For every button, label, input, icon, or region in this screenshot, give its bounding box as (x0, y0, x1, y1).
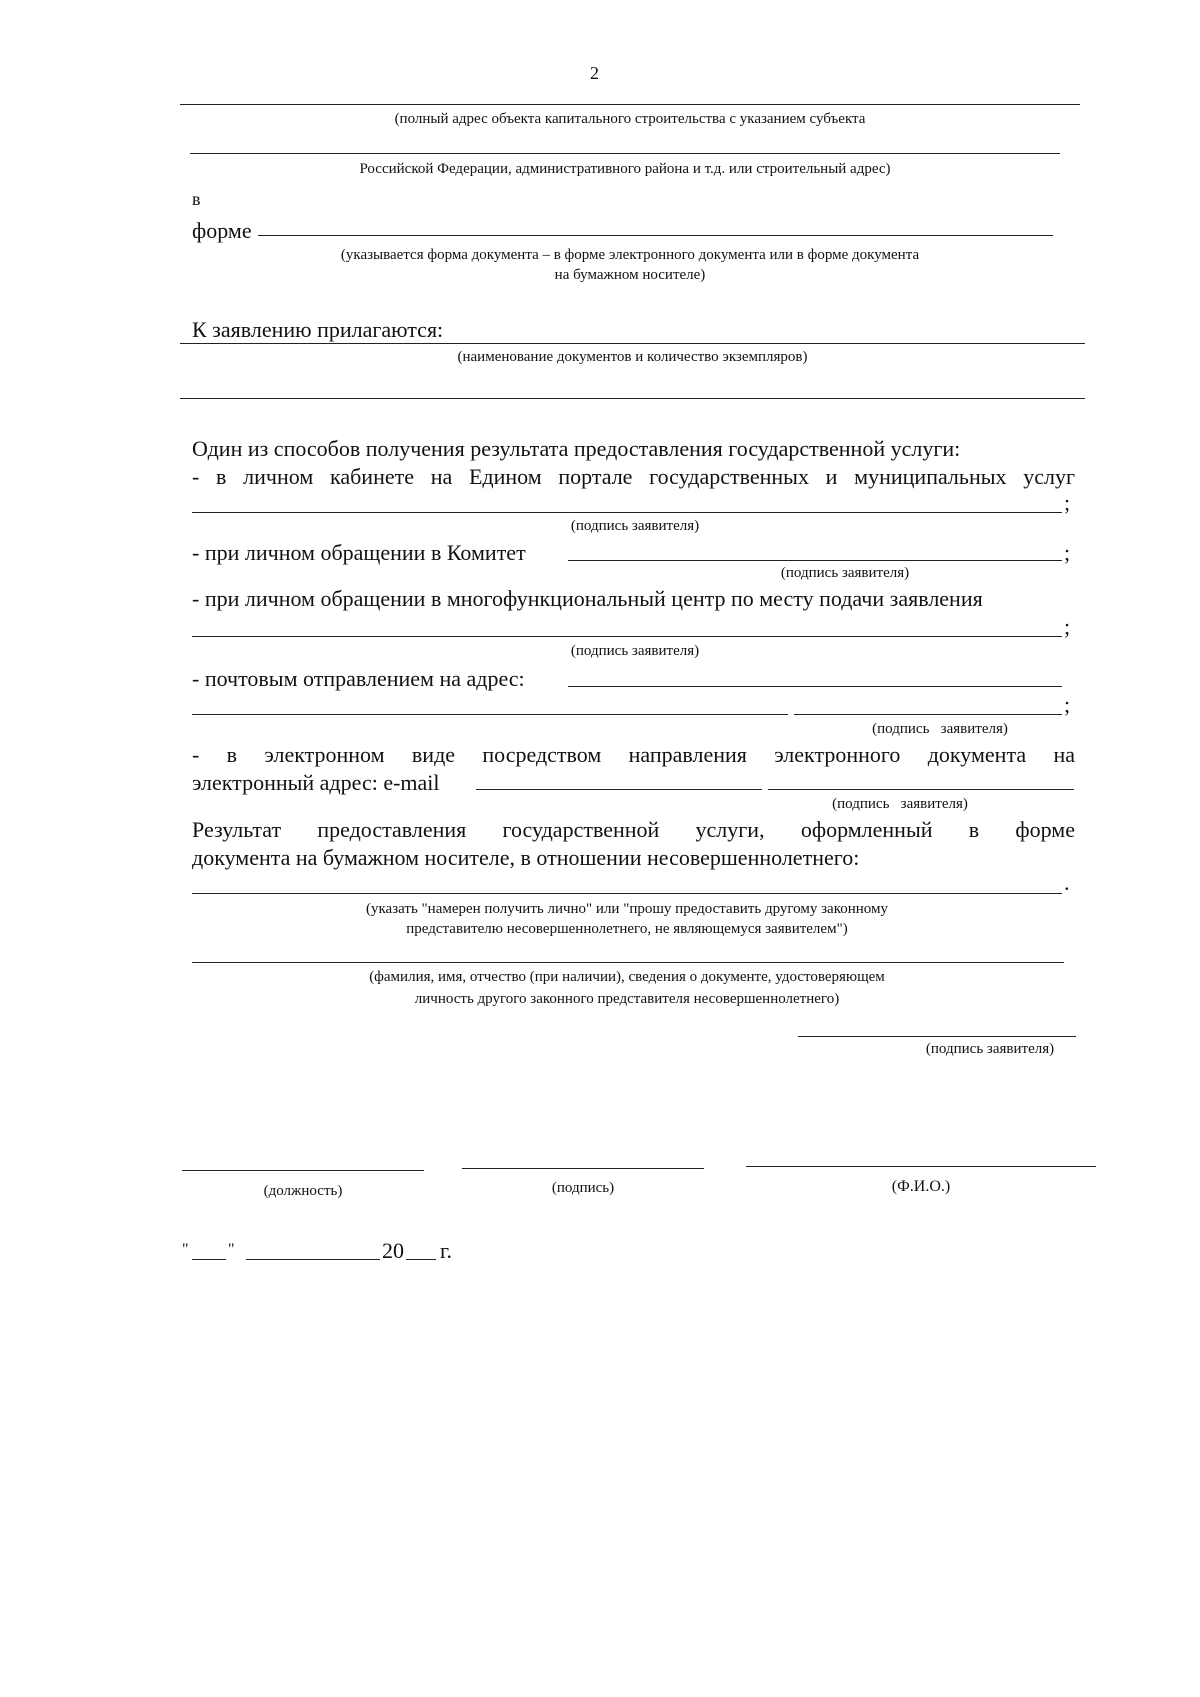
method-item-1: - в личном кабинете на Едином портале государственных и муниципальных услуг (192, 464, 1075, 489)
date-month-line[interactable] (246, 1259, 380, 1260)
position-caption: (должность) (263, 1183, 343, 1199)
result-caption-4: личность другого законного представителя несовершеннолетнего) (414, 991, 840, 1007)
address-line-2[interactable] (190, 153, 1060, 154)
form-v: в (192, 189, 201, 209)
method-1-signature-line[interactable] (192, 512, 1062, 513)
date-quote-close: " (228, 1241, 235, 1258)
attachments-label: К заявлению прилагаются: (192, 317, 444, 342)
form-caption-2: на бумажном носителе) (554, 267, 706, 283)
attachments-line-1[interactable] (180, 343, 1085, 344)
attachments-line-2[interactable] (180, 398, 1085, 399)
result-caption-3: (фамилия, имя, отчество (при наличии), сведения о документе, удостоверяющем (369, 969, 885, 985)
method-2-caption: (подпись заявителя) (780, 565, 910, 581)
method-item-2: - при личном обращении в Комитет (192, 540, 526, 565)
method-2-semicolon: ; (1064, 540, 1071, 565)
method-5-signature-line[interactable] (768, 789, 1074, 790)
result-period: . (1064, 870, 1070, 895)
date-year-line[interactable] (406, 1259, 436, 1260)
result-caption-2: представителю несовершеннолетнего, не являющемуся заявителем") (406, 921, 848, 937)
method-3-semicolon: ; (1064, 614, 1071, 639)
method-4-caption: (подпись заявителя) (872, 721, 1008, 737)
date-day-line[interactable] (192, 1259, 226, 1260)
position-line[interactable] (182, 1170, 424, 1171)
form-label: форме (192, 218, 252, 243)
result-representative-line[interactable] (192, 962, 1064, 963)
fio-line[interactable] (746, 1166, 1096, 1167)
signature-caption: (подпись) (551, 1180, 615, 1196)
result-caption-1: (указать "намерен получить лично" или "прошу предоставить другому законному (365, 901, 889, 917)
method-4-signature-line[interactable] (794, 714, 1062, 715)
method-4-address-line-2[interactable] (192, 714, 788, 715)
result-line-1: Результат предоставления государственной услуги, оформленный в форме (192, 817, 1075, 842)
signature-line[interactable] (462, 1168, 704, 1169)
result-signature-caption: (подпись заявителя) (925, 1041, 1055, 1057)
method-3-signature-line[interactable] (192, 636, 1062, 637)
date-year-suffix: г. (440, 1238, 453, 1263)
attachments-caption: (наименование документов и количество экземпляров) (457, 349, 808, 365)
methods-heading: Один из способов получения результата предоставления государственной услуги: (192, 436, 961, 461)
method-item-3: - при личном обращении в многофункциональный центр по месту подачи заявления (192, 586, 983, 611)
date-year-prefix: 20 (382, 1238, 404, 1263)
email-input-line[interactable] (476, 789, 762, 790)
form-input-line[interactable] (258, 235, 1053, 236)
method-4-semicolon: ; (1064, 692, 1071, 717)
result-signature-line[interactable] (798, 1036, 1076, 1037)
method-1-semicolon: ; (1064, 490, 1071, 515)
method-4-address-line[interactable] (568, 686, 1062, 687)
address-caption-2: Российской Федерации, административного района и т.д. или строительный адрес) (359, 161, 891, 177)
method-item-5-line-1: - в электронном виде посредством направления электронного документа на (192, 742, 1075, 767)
form-caption-1: (указывается форма документа – в форме электронного документа или в форме документа (340, 247, 920, 263)
result-option-line[interactable] (192, 893, 1062, 894)
method-5-caption: (подпись заявителя) (832, 796, 968, 812)
date-quote-open: " (182, 1241, 189, 1258)
address-caption-1: (полный адрес объекта капитального строительства с указанием субъекта (394, 111, 866, 127)
method-1-caption: (подпись заявителя) (570, 518, 700, 534)
page-number: 2 (590, 63, 599, 83)
address-line-1[interactable] (180, 104, 1080, 105)
result-line-2: документа на бумажном носителе, в отношении несовершеннолетнего: (192, 845, 860, 870)
method-3-caption: (подпись заявителя) (570, 643, 700, 659)
method-item-5-line-2: электронный адрес: e-mail (192, 770, 440, 795)
method-2-signature-line[interactable] (568, 560, 1062, 561)
method-item-4: - почтовым отправлением на адрес: (192, 666, 525, 691)
fio-caption: (Ф.И.О.) (891, 1178, 951, 1195)
